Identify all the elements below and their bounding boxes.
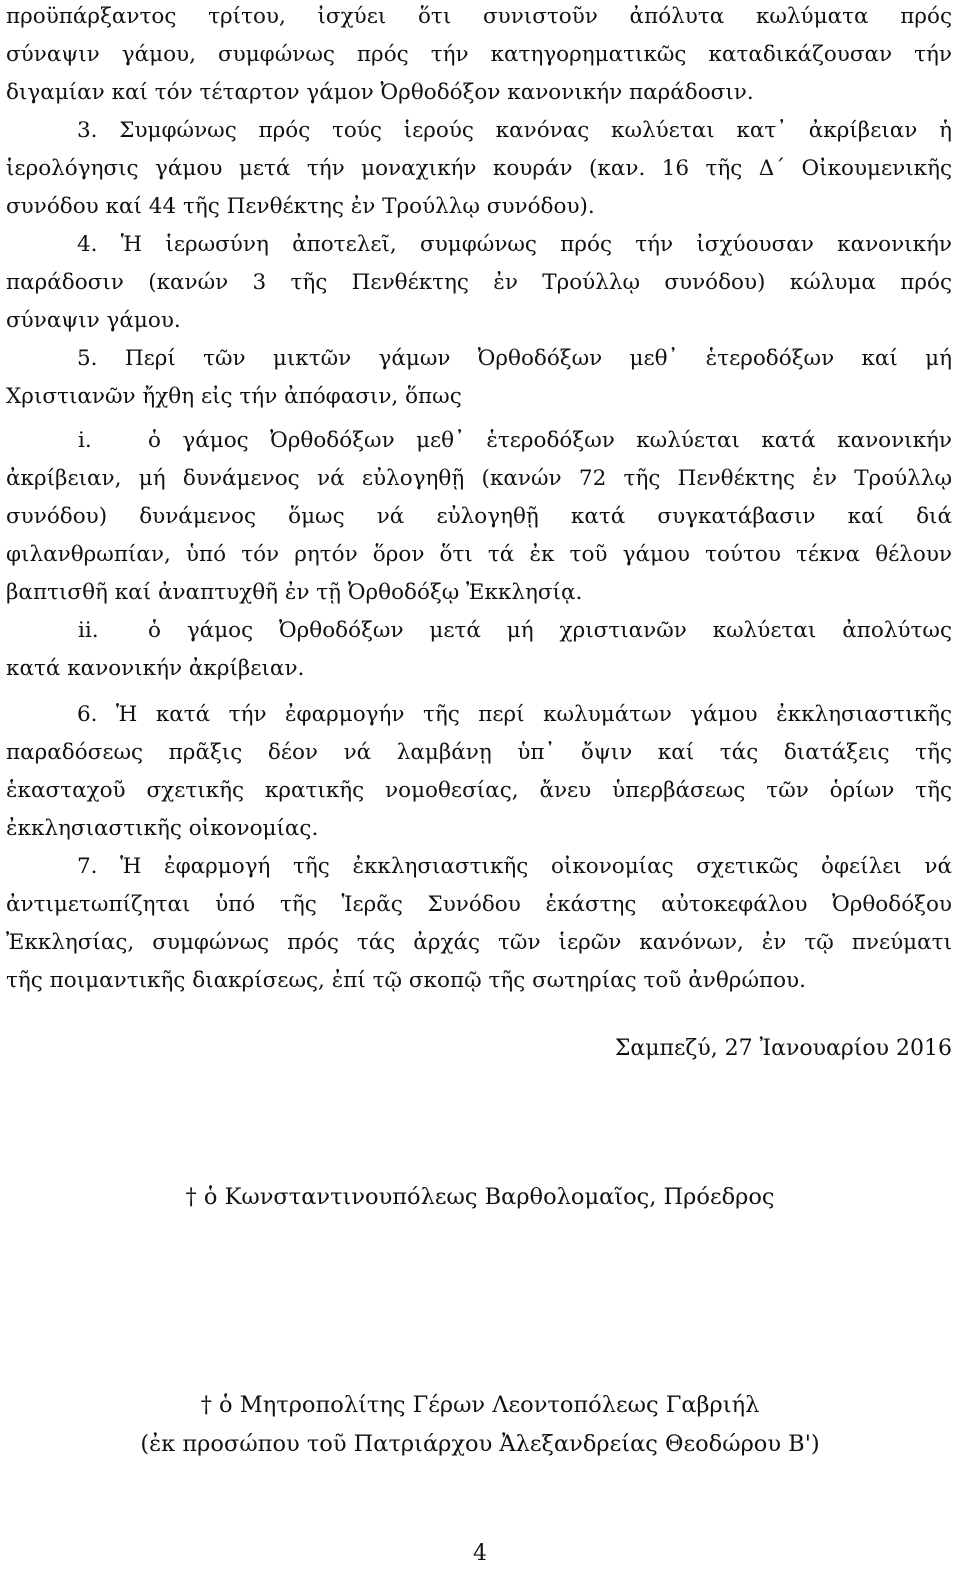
text-line: διγαμίαν καί τόν τέταρτον γάμον Ὀρθοδόξον κανονικήν παράδοσιν.: [6, 80, 754, 105]
text-line: βαπτισθῆ καί ἀναπτυχθῆ ἐν τῇ Ὀρθοδόξῳ Ἐκκλησίᾳ.: [6, 580, 583, 605]
item-4-line: 4. Ἡ ἱερωσύνη ἀποτελεῖ, συμφώνως πρός τήν ἰσχύουσαν κανονικήν: [77, 232, 952, 257]
document-date: Σαμπεζύ, 27 Ἰανουαρίου 2016: [614, 1036, 952, 1061]
text-line: Χριστιανῶν ἤχθη εἰς τήν ἀπόφασιν, ὅπως: [6, 384, 462, 409]
text-line: ἀντιμετωπίζηται ὑπό τῆς Ἱερᾶς Συνόδου ἑκάστης αὐτοκεφάλου Ὀρθοδόξου: [6, 892, 952, 917]
text-line: ἀκρίβειαν, μή δυνάμενος νά εὐλογηθῇ (κανών 72 τῆς Πενθέκτης ἐν Τρούλλῳ: [6, 466, 952, 491]
signature-metropolitan-note: (ἐκ προσώπου τοῦ Πατριάρχου Ἀλεξανδρείας Θεοδώρου Β'): [140, 1431, 820, 1457]
text-line: συνόδου καί 44 τῆς Πενθέκτης ἐν Τρούλλῳ συνόδου).: [6, 194, 595, 219]
text-line: παράδοσιν (κανών 3 τῆς Πενθέκτης ἐν Τρούλλῳ συνόδου) κώλυμα πρός: [6, 270, 952, 295]
text-line: συνόδου) δυνάμενος ὅμως νά εὐλογηθῇ κατά συγκατάβασιν καί διά: [6, 504, 952, 529]
item-3-line: 3. Συμφώνως πρός τούς ἱερούς κανόνας κωλύεται κατ᾽ ἀκρίβειαν ἡ: [77, 118, 952, 143]
item-5-line: 5. Περί τῶν μικτῶν γάμων Ὀρθοδόξων μεθ᾽ ἑτεροδόξων καί μή: [77, 346, 952, 371]
item-7-line: 7. Ἡ ἐφαρμογή τῆς ἐκκλησιαστικῆς οἰκονομίας σχετικῶς ὀφείλει νά: [77, 854, 952, 879]
text-line: τῆς ποιμαντικῆς διακρίσεως, ἐπί τῷ σκοπῷ τῆς σωτηρίας τοῦ ἀνθρώπου.: [6, 968, 806, 993]
subitem-i-line: ὁ γάμος Ὀρθοδόξων μεθ᾽ ἑτεροδόξων κωλύεται κατά κανονικήν: [148, 428, 952, 453]
text-line: προϋπάρξαντος τρίτου, ἰσχύει ὅτι συνιστοῦν ἀπόλυτα κωλύματα πρός: [6, 4, 952, 29]
text-line: κατά κανονικήν ἀκρίβειαν.: [6, 656, 305, 681]
text-line: σύναψιν γάμου, συμφώνως πρός τήν κατηγορηματικῶς καταδικάζουσαν τήν: [6, 42, 952, 67]
text-line: ἑκασταχοῦ σχετικῆς κρατικῆς νομοθεσίας, ἄνευ ὑπερβάσεως τῶν ὁρίων τῆς: [6, 778, 952, 803]
text-line: παραδόσεως πρᾶξις δέον νά λαμβάνῃ ὑπ᾽ ὄψιν καί τάς διατάξεις τῆς: [6, 740, 952, 765]
text-line: Ἐκκλησίας, συμφώνως πρός τάς ἀρχάς τῶν ἱερῶν κανόνων, ἐν τῷ πνεύματι: [6, 930, 952, 955]
text-line: σύναψιν γάμου.: [6, 308, 181, 333]
signature-metropolitan: † ὁ Μητροπολίτης Γέρων Λεοντοπόλεως Γαβριήλ: [200, 1392, 760, 1418]
roman-numeral-i: i.: [78, 428, 92, 453]
roman-numeral-ii: ii.: [78, 618, 99, 643]
text-line: ἱερολόγησις γάμου μετά τήν μοναχικήν κουράν (καν. 16 τῆς Δ´ Οἰκουμενικῆς: [6, 156, 952, 181]
text-line: φιλανθρωπίαν, ὑπό τόν ρητόν ὅρον ὅτι τά ἐκ τοῦ γάμου τούτου τέκνα θέλουν: [6, 542, 952, 567]
subitem-ii-line: ὁ γάμος Ὀρθοδόξων μετά μή χριστιανῶν κωλύεται ἀπολύτως: [148, 618, 952, 643]
text-line: ἐκκλησιαστικῆς οἰκονομίας.: [6, 816, 319, 841]
item-6-line: 6. Ἡ κατά τήν ἐφαρμογήν τῆς περί κωλυμάτων γάμου ἐκκλησιαστικῆς: [77, 702, 952, 727]
page-number: 4: [473, 1541, 487, 1566]
signature-ecumenical-patriarch: † ὁ Κωνσταντινουπόλεως Βαρθολομαῖος, Πρόεδρος: [185, 1184, 775, 1210]
